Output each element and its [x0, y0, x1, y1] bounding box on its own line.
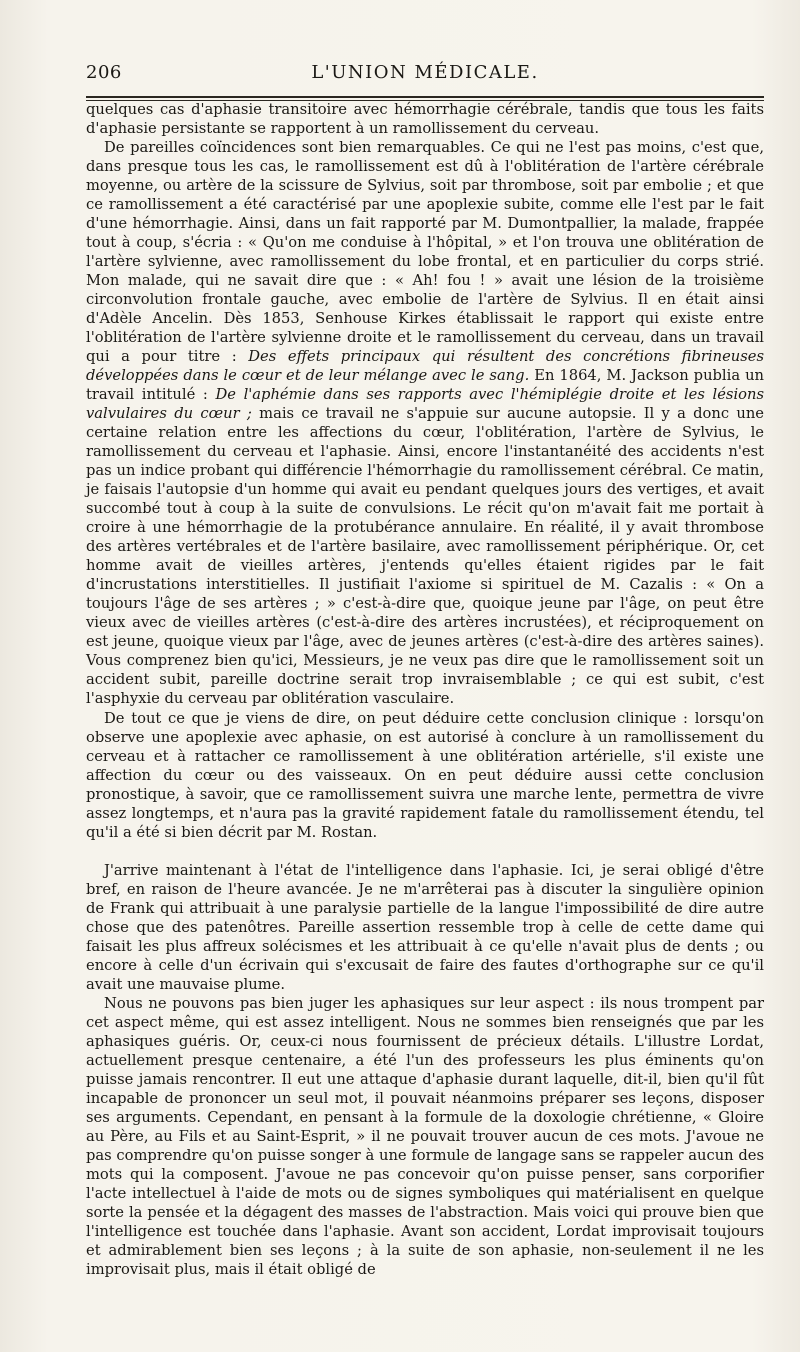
paragraph-1: quelques cas d'aphasie transitoire avec hémorrhagie cérébrale, tandis que tous les faits d'aphasie persistante se rapportent à un ramollissement du cerveau. — [86, 101, 764, 138]
page-number: 206 — [86, 62, 122, 83]
paragraph-2-text-c: mais ce travail ne s'appuie sur aucune autopsie. Il y a donc une certaine relation entre les affections du cœur, l'oblitération, l'artère de Sylvius, le ramollissement du cerveau et l'aphasie. Ainsi, encore l'instantanéité des accidents n'est pas un indice probant qui différencie l'hémorrhagie du ramollissement cérébral. Ce matin, je faisais l'autopsie d'un homme qui avait eu pendant quelques jours des vertiges, et avait succombé tout à coup à la suite de convulsions. Le récit qu'on m'avait fait me portait à croire à une hémorrhagie de la protubérance annulaire. En réalité, il y avait thrombose des artères vertébrales et de l'artère basilaire, avec ramollissement périphérique. Or, cet homme avait de vieilles artères, j'entends qu'elles étaient rigides par le fait d'incrustations interstitielles. Il justifiait l'axiome si spirituel de M. Cazalis : « On a toujours l'âge de ses artères ; » c'est-à-dire que, quoique jeune par l'âge, on peut être vieux avec de vieilles artères (c'est-à-dire des artères incrustées), et réciproquement on est jeune, quoique vieux par l'âge, avec de jeunes artères (c'est-à-dire des artères saines). Vous comprenez bien qu'ici, Messieurs, je ne veux pas dire que le ramollissement soit un accident subit, pareille doctrine serait trop invraisemblable ; ce qui est subit, c'est l'asphyxie du cerveau par oblitération vasculaire. — [86, 405, 764, 708]
paragraph-3: De tout ce que je viens de dire, on peut déduire cette conclusion clinique : lorsqu'on observe une apoplexie avec aphasie, on est autorisé à conclure à un ramollissement du cerveau et à rattacher ce ramollissement à une oblitération artérielle, s'il existe une affection du cœur ou des vaisseaux. On en peut déduire aussi cette conclusion pronostique, à savoir, que ce ramollissement suivra une marche lente, permettra de vivre assez longtemps, et n'aura pas la gravité rapidement fatale du ramollissement étendu, tel qu'il a été si bien décrit par M. Rostan. — [86, 709, 764, 841]
paragraph-2-text-a: De pareilles coïncidences sont bien remarquables. Ce qui ne l'est pas moins, c'est que, dans presque tous les cas, le ramollissement est dû à l'oblitération de l'artère cérébrale moyenne, ou artère de la scissure de Sylvius, soit par thrombose, soit par embolie ; et que ce ramollissement a été caractérisé par une apoplexie subite, comme elle l'est par le fait d'une hémorrhagie. Ainsi, dans un fait rapporté par M. Dumontpallier, la malade, frappée tout à coup, s'écria : « Qu'on me conduise à l'hôpital, » et l'on trouva une oblitération de l'artère sylvienne, avec ramollissement du lobe frontal, et en particulier du corps strié. Mon malade, qui ne savait dire que : « Ah! fou ! » avait une lésion de la troisième circonvolution frontale gauche, avec embolie de l'artère de Sylvius. Il en était ainsi d'Adèle Ancelin. Dès 1853, Senhouse Kirkes établissait le rapport qui existe entre l'oblitération de l'artère sylvienne droite et le ramollissement du cerveau, dans un travail qui a pour titre : — [86, 139, 764, 366]
article-body — [86, 100, 764, 1279]
running-title: L'UNION MÉDICALE. — [311, 62, 539, 83]
paragraph-2-text-b: En 1864, M. Jackson publia un travail intitulé : — [86, 367, 764, 404]
paragraph-4: J'arrive maintenant à l'état de l'intelligence dans l'aphasie. Ici, je serai obligé d'être bref, en raison de l'heure avancée. Je ne m'arrêterai pas à discuter la singulière opinion de Frank qui attribuait à une paralysie partielle de la langue l'impossibilité de dire autre chose que des patenôtres. Pareille assertion ressemble trop à celle de cette dame qui faisait les plus affreux solécismes et les attribuait à ce qu'elle n'avait plus de dents ; ou encore à celle d'un écrivain qui s'excusait de faire des fautes d'orthographe sur ce qu'il avait une mauvaise plume. — [86, 861, 764, 993]
paragraph-2 — [86, 138, 764, 708]
page-header — [86, 60, 764, 90]
cited-title-kirkes: Des effets principaux qui résultent des concrétions fibrineuses développées dans le cœur et de leur mélange avec le sang. — [86, 348, 764, 385]
section-gap — [86, 842, 764, 861]
paragraph-5: Nous ne pouvons pas bien juger les aphasiques sur leur aspect : ils nous trompent par cet aspect même, qui est assez intelligent. Nous ne sommes bien renseignés que par les aphasiques guéris. Or, ceux-ci nous fournissent de précieux détails. L'illustre Lordat, actuellement presque centenaire, a été l'un des professeurs les plus éminents qu'on puisse jamais rencontrer. Il eut une attaque d'aphasie durant laquelle, dit-il, bien qu'il fût incapable de prononcer un seul mot, il pouvait néanmoins préparer ses leçons, disposer ses arguments. Cependant, en pensant à la formule de la doxologie chrétienne, « Gloire au Père, au Fils et au Saint-Esprit, » il ne pouvait trouver aucun de ces mots. J'avoue ne pas comprendre qu'on puisse songer à une formule de langage sans se rappeler aucun des mots qui la composent. J'avoue ne pas concevoir qu'on puisse penser, sans corporifier l'acte intellectuel à l'aide de mots ou de signes symboliques qui matérialisent en quelque sorte la pensée et la dégagent des masses de l'abstraction. Mais voici qui prouve bien que l'intelligence est touchée dans l'aphasie. Avant son accident, Lordat improvisait toujours et admirablement bien ses leçons ; à la suite de son aphasie, non-seulement il ne les improvisait plus, mais il était obligé de — [86, 994, 764, 1278]
cited-title-jackson: De l'aphémie dans ses rapports avec l'hémiplégie droite et les lésions valvulaires du cœur ; — [86, 386, 764, 423]
